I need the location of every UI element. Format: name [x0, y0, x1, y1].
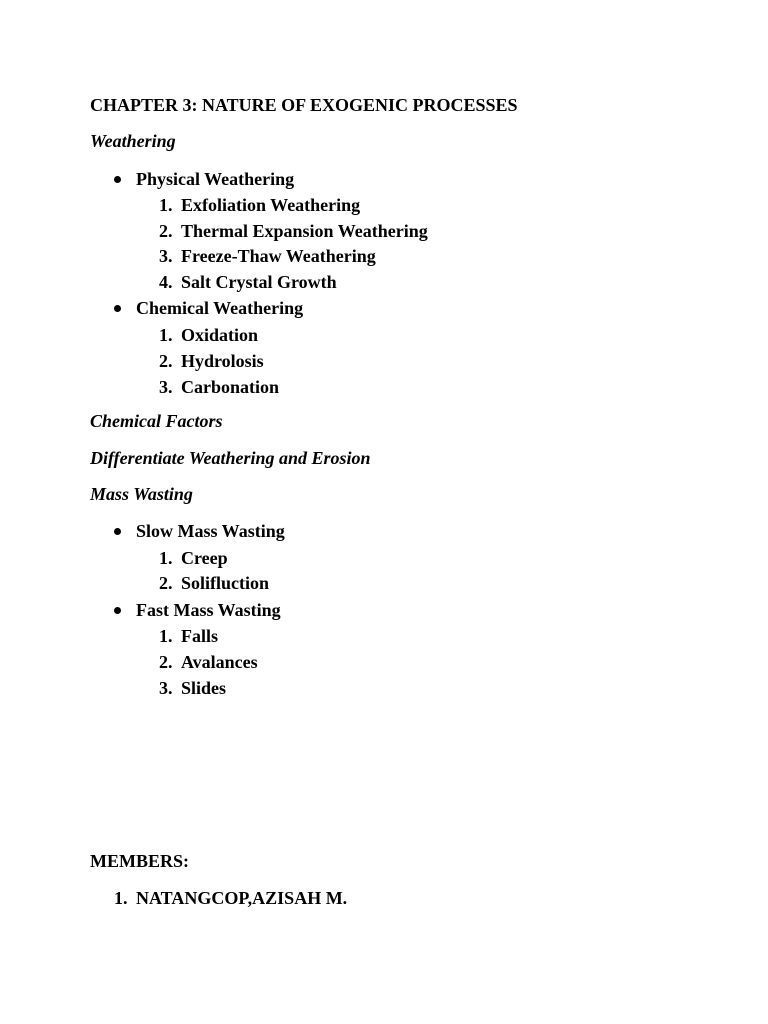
list-number: 3. [159, 246, 173, 266]
members-heading: MEMBERS: [90, 851, 189, 871]
list-item: Slides [181, 678, 227, 698]
list-item: Hydrolosis [181, 351, 264, 371]
bullet-icon [114, 607, 121, 614]
list-number: 3. [159, 678, 173, 698]
list-item: Carbonation [181, 377, 280, 397]
list-item: Salt Crystal Growth [181, 272, 337, 292]
list-item-fast-mass-wasting: Fast Mass Wasting [136, 600, 281, 620]
list-item-physical-weathering: Physical Weathering [136, 169, 295, 189]
list-item: Avalances [181, 652, 258, 672]
list-item: Solifluction [181, 573, 270, 593]
list-number: 4. [159, 272, 173, 292]
list-number: 3. [159, 377, 173, 397]
section-heading-differentiate: Differentiate Weathering and Erosion [90, 448, 371, 468]
list-item: Falls [181, 626, 219, 646]
section-heading-weathering: Weathering [90, 131, 176, 151]
list-item-slow-mass-wasting: Slow Mass Wasting [136, 521, 285, 541]
list-number: 2. [159, 221, 173, 241]
section-heading-mass-wasting: Mass Wasting [90, 484, 193, 504]
list-number: 1. [159, 626, 173, 646]
list-item: Exfoliation Weathering [181, 195, 361, 215]
bullet-icon [114, 176, 121, 183]
list-number: 1. [159, 325, 173, 345]
list-item: Freeze-Thaw Weathering [181, 246, 376, 266]
member-name: NATANGCOP,AZISAH M. [136, 888, 348, 908]
list-number: 2. [159, 652, 173, 672]
list-item: Thermal Expansion Weathering [181, 221, 428, 241]
chapter-title: CHAPTER 3: NATURE OF EXOGENIC PROCESSES [90, 95, 518, 115]
list-number: 1. [114, 888, 128, 908]
bullet-icon [114, 305, 121, 312]
list-number: 1. [159, 548, 173, 568]
list-item-chemical-weathering: Chemical Weathering [136, 298, 304, 318]
list-number: 2. [159, 351, 173, 371]
list-item: Creep [181, 548, 228, 568]
list-item: Oxidation [181, 325, 259, 345]
list-number: 2. [159, 573, 173, 593]
bullet-icon [114, 528, 121, 535]
section-heading-chemical-factors: Chemical Factors [90, 411, 223, 431]
list-number: 1. [159, 195, 173, 215]
